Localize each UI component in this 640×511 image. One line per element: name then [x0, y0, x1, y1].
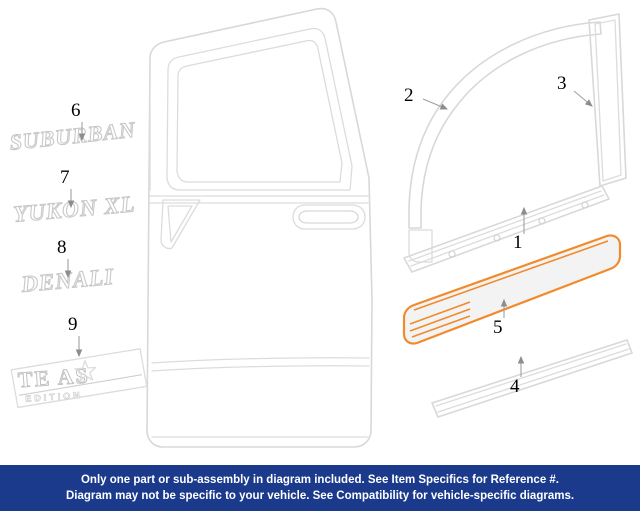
callout-9: 9: [68, 314, 78, 335]
part-4-lower-molding: [432, 340, 632, 417]
callout-2: 2: [404, 85, 414, 106]
disclaimer-line-2: Diagram may not be specific to your vehicle. See Compatibility for vehicle-specific diagrams.: [65, 490, 575, 502]
svg-text:YUKON XL: YUKON XL: [12, 191, 137, 227]
part-8-denali-emblem: [19, 264, 115, 297]
callout-7: 7: [60, 167, 70, 188]
callout-3: 3: [557, 73, 567, 94]
part-3-applique: [589, 14, 626, 186]
callout-4: 4: [510, 376, 520, 397]
svg-text:SUBURBAN: SUBURBAN: [8, 116, 137, 155]
svg-text:DENALI: DENALI: [20, 263, 116, 297]
callout-5: 5: [493, 317, 503, 338]
callout-6: 6: [71, 100, 81, 121]
svg-text:EDITION: EDITION: [24, 389, 84, 404]
part-7-yukon-xl-emblem: [12, 191, 136, 227]
part-6-suburban-emblem: [8, 117, 137, 155]
disclaimer-line-1: Only one part or sub-assembly in diagram included. See Item Specifics for Reference #.: [80, 474, 560, 486]
svg-text:TE AS: TE AS: [17, 362, 91, 393]
part-9-texas-edition-emblem: [10, 348, 147, 407]
callout-1: 1: [513, 232, 523, 253]
callout-8: 8: [57, 237, 67, 258]
door-handle: [293, 205, 365, 229]
disclaimer-banner: [0, 465, 640, 511]
door-outline: [147, 9, 372, 447]
